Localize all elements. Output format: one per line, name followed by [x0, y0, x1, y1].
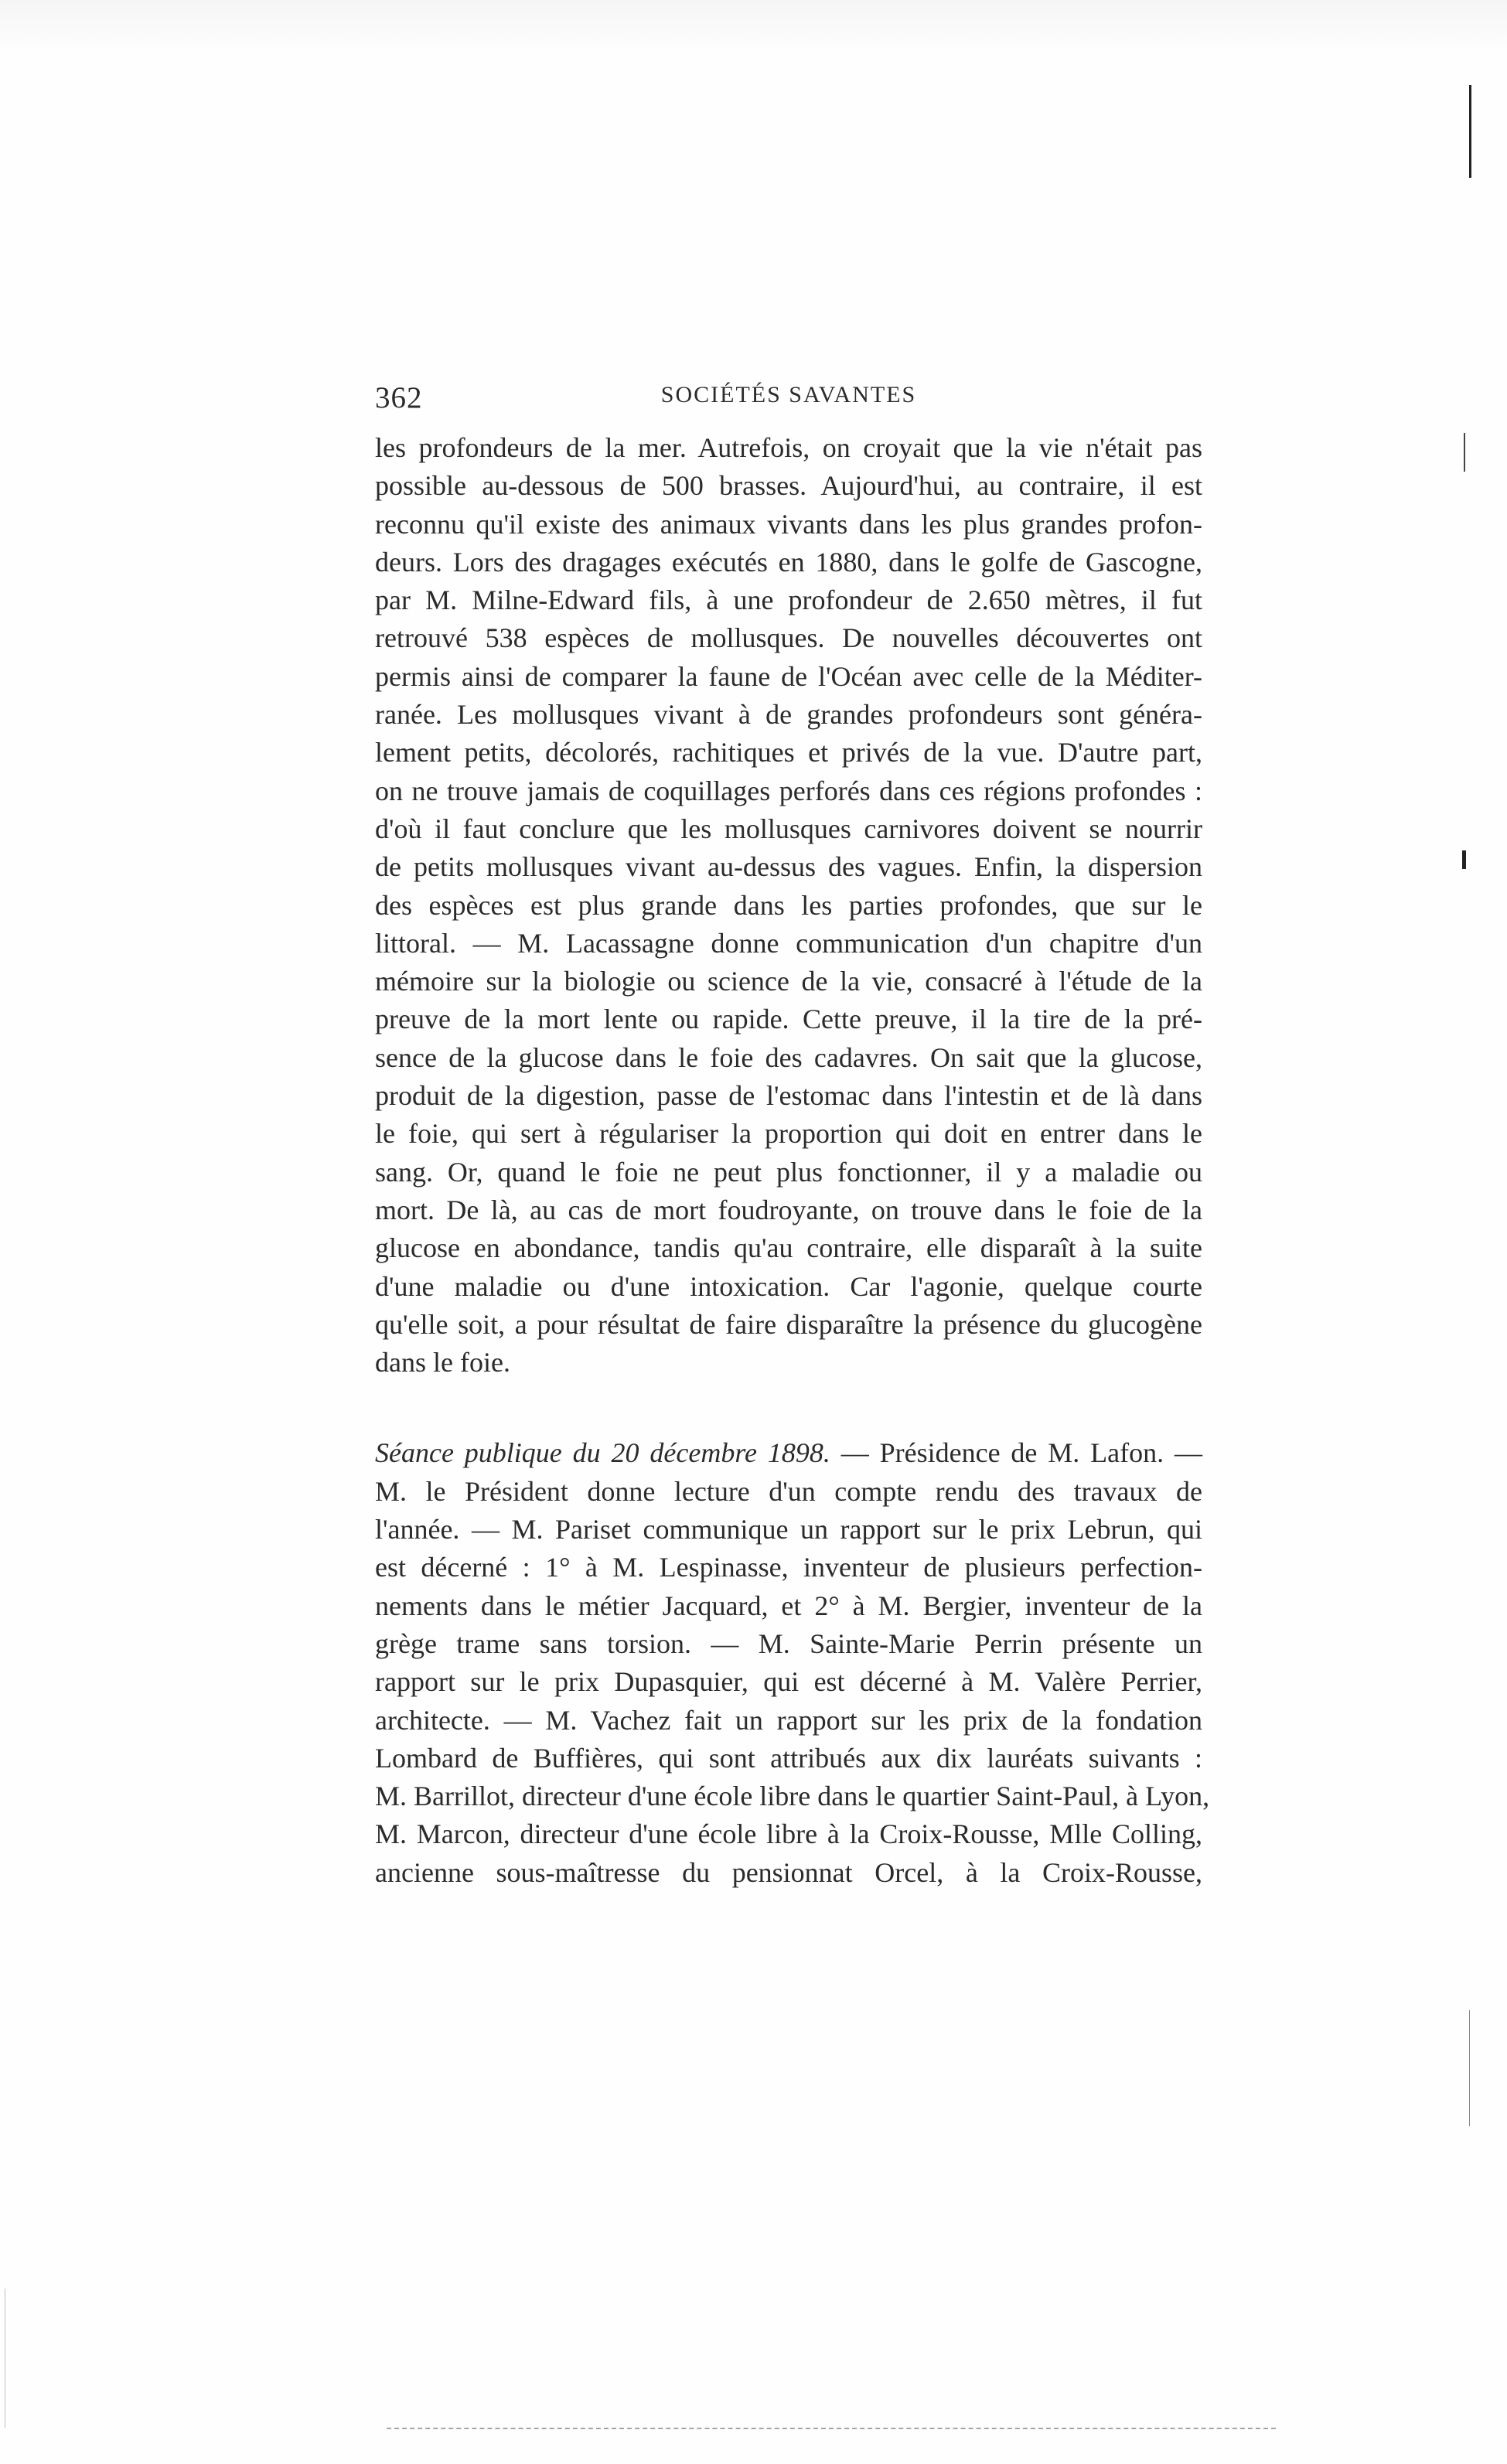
page-number: 362 [375, 381, 423, 414]
text-line: mémoire sur la biologie ou science de la vie, consacré à l'étude de la [375, 966, 1202, 997]
text-line: qu'elle soit, a pour résultat de faire disparaître la présence du glucogène [375, 1308, 1202, 1340]
scan-bottom-mark [387, 2428, 1276, 2431]
body-text [375, 429, 1210, 1892]
text-line: preuve de la mort lente ou rapide. Cette preuve, il la tire de la pré- [375, 1004, 1202, 1035]
paragraph-1 [375, 429, 1202, 1382]
text-line: ranée. Les mollusques vivant à de grandes profondeurs sont généra- [375, 699, 1202, 731]
paragraph-2 [375, 1434, 1210, 1892]
page-header [375, 380, 1202, 427]
paragraph-gap [375, 1382, 1202, 1434]
scan-edge-mark [1464, 433, 1465, 472]
text-line: M. le Président donne lecture d'un compte rendu des travaux de [375, 1475, 1202, 1507]
text-line: nements dans le métier Jacquard, et 2° à M. Bergier, inventeur de la [375, 1590, 1202, 1621]
text-line: les profondeurs de la mer. Autrefois, on croyait que la vie n'était pas [375, 432, 1202, 463]
text-line [375, 1434, 1202, 1472]
text-line: est décerné : 1° à M. Lespinasse, inventeur de plusieurs perfection- [375, 1552, 1202, 1583]
text-line: d'une maladie ou d'une intoxication. Car l'agonie, quelque courte [375, 1270, 1202, 1302]
text-line: deurs. Lors des dragages exécutés en 1880, dans le golfe de Gascogne, [375, 546, 1202, 578]
text-line: possible au-dessous de 500 brasses. Aujourd'hui, au contraire, il est [375, 470, 1202, 502]
text-line: grège trame sans torsion. — M. Sainte-Marie Perrin présente un [375, 1627, 1202, 1659]
text-line: des espèces est plus grande dans les parties profondes, que sur le [375, 889, 1202, 921]
text-line: sang. Or, quand le foie ne peut plus fonctionner, il y a maladie ou [375, 1156, 1202, 1188]
text-line: M. Marcon, directeur d'une école libre à la Croix-Rousse, Mlle Colling, [375, 1818, 1202, 1850]
text-line: architecte. — M. Vachez fait un rapport sur les prix de la fondation [375, 1704, 1202, 1736]
text-line: Lombard de Buffières, qui sont attribués aux dix lauréats suivants : [375, 1742, 1202, 1774]
text-line: dans le foie. [375, 1347, 510, 1379]
running-head: SOCIÉTÉS SAVANTES [660, 382, 917, 407]
text-line: M. Barrillot, directeur d'une école libre dans le quartier Saint-Paul, à Lyon, [375, 1781, 1210, 1812]
text-line: reconnu qu'il existe des animaux vivants dans les plus grandes profon- [375, 508, 1202, 540]
scan-shadow [0, 0, 1507, 54]
text-line: par M. Milne-Edward fils, à une profondeur de 2.650 mètres, il fut [375, 584, 1202, 616]
scan-edge-mark [1469, 2010, 1470, 2126]
text-line: sence de la glucose dans le foie des cadavres. On sait que la glucose, [375, 1041, 1202, 1073]
text-line: glucose en abondance, tandis qu'au contraire, elle disparaît à la suite [375, 1232, 1202, 1264]
scan-edge-mark [1469, 85, 1471, 178]
text-line: littoral. — M. Lacassagne donne communication d'un chapitre d'un [375, 927, 1202, 959]
text-line: rapport sur le prix Dupasquier, qui est décerné à M. Valère Perrier, [375, 1666, 1202, 1698]
text-line: retrouvé 538 espèces de mollusques. De nouvelles découvertes ont [375, 622, 1202, 654]
session-heading: Séance publique du 20 décembre 1898. [375, 1437, 830, 1469]
text-line: l'année. — M. Pariset communique un rapport sur le prix Lebrun, qui [375, 1514, 1202, 1546]
text-line: produit de la digestion, passe de l'estomac dans l'intestin et de là dans [375, 1080, 1202, 1112]
scan-edge-mark [1462, 850, 1466, 869]
text-line: de petits mollusques vivant au-dessus des vagues. Enfin, la dispersion [375, 851, 1202, 883]
text-line: d'où il faut conclure que les mollusques carnivores doivent se nourrir [375, 813, 1202, 844]
text-line: le foie, qui sert à régulariser la proportion qui doit en entrer dans le [375, 1118, 1202, 1150]
text-line: permis ainsi de comparer la faune de l'Océan avec celle de la Méditer- [375, 660, 1202, 692]
session-presidency: — Présidence de M. Lafon. — [830, 1437, 1202, 1469]
text-line: ancienne sous-maîtresse du pensionnat Orcel, à la Croix-Rousse, [375, 1856, 1202, 1888]
text-line: on ne trouve jamais de coquillages perforés dans ces régions profondes : [375, 775, 1202, 806]
text-line: mort. De là, au cas de mort foudroyante, on trouve dans le foie de la [375, 1194, 1202, 1225]
text-line: lement petits, décolorés, rachitiques et privés de la vue. D'autre part, [375, 737, 1202, 769]
